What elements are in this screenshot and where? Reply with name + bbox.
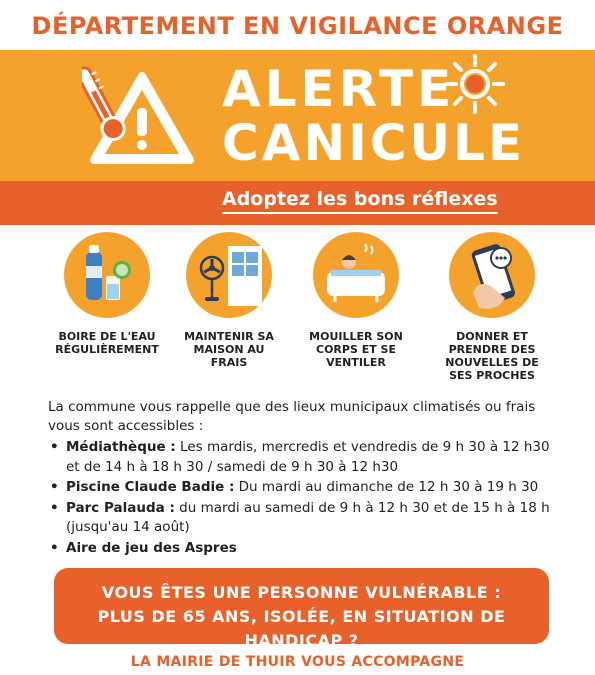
- tip-label-line: MAISON AU: [193, 343, 265, 356]
- tip-label-line: PRENDRE DES: [448, 343, 536, 356]
- tip-label: [296, 330, 416, 369]
- place-name: Parc Palauda :: [66, 499, 175, 516]
- tip-keep-home-cool: [169, 232, 289, 369]
- tip-label-line: FRAIS: [210, 356, 248, 369]
- sun-icon: [440, 52, 510, 116]
- list-item: [48, 539, 558, 559]
- tip-wet-body: [296, 232, 416, 369]
- subtitle: Adoptez les bons réflexes: [222, 188, 498, 214]
- places-list: [48, 438, 558, 559]
- intro-text: La commune vous rappelle que des lieux municipaux climatisés ou frais vous sont accessibles :: [48, 399, 536, 434]
- mairie-text: LA MAIRIE DE THUIR VOUS ACCOMPAGNE: [130, 654, 465, 670]
- place-name: Médiathèque :: [66, 439, 176, 455]
- alert-title-line2: CANICULE: [222, 114, 526, 172]
- tip-check-on-relatives: [432, 232, 552, 382]
- place-name: Piscine Claude Badie :: [66, 479, 235, 495]
- place-details: Les mardis, mercredis et vendredis de 9 h 30 à 12 h30 et de 14 h à 18 h 30 / samedi de 9 h 30 à 12 h30: [66, 439, 550, 475]
- bathtub-icon: [313, 232, 399, 318]
- water-bottle-icon: [64, 232, 150, 318]
- tip-label-line: MAINTENIR SA: [184, 330, 274, 343]
- place-name: Aire de jeu des Aspres: [66, 539, 237, 556]
- callout-line2: PLUS DE 65 ANS, ISOLÉE, EN SITUATION DE HANDICAP ?: [97, 607, 506, 650]
- tip-circle: [313, 232, 399, 318]
- tip-circle: [64, 232, 150, 318]
- place-details: du mardi au samedi de 9 h à 12 h 30 et de 15 h à 18 h (jusqu'au 14 août): [66, 499, 550, 535]
- alert-title-line1: ALERTE: [222, 60, 456, 118]
- tip-label: [47, 330, 167, 356]
- tip-drink-water: [47, 232, 167, 356]
- phone-message-icon: [449, 232, 535, 318]
- fan-window-icon: [186, 232, 272, 318]
- tip-label-line: RÉGULIÈREMENT: [55, 343, 159, 356]
- tip-label: [432, 330, 552, 382]
- tip-label-line: DONNER ET: [456, 330, 528, 343]
- tip-label: [169, 330, 289, 369]
- list-item: [48, 478, 558, 498]
- vulnerable-callout: [54, 568, 549, 650]
- tip-label-line: MOUILLER SON: [309, 330, 403, 343]
- callout-line1: VOUS ÊTES UNE PERSONNE VULNÉRABLE :: [101, 583, 502, 602]
- tips-row: [40, 232, 560, 382]
- place-details: Du mardi au dimanche de 12 h 30 à 19 h 30: [234, 479, 539, 495]
- tip-label-line: NOUVELLES DE: [445, 356, 539, 369]
- tip-circle: [186, 232, 272, 318]
- thermometer-warning-icon: [82, 58, 197, 166]
- tip-label-line: VENTILER: [326, 356, 386, 369]
- list-item: [48, 499, 558, 538]
- list-item: [48, 438, 558, 477]
- tip-label-line: SES PROCHES: [449, 369, 535, 382]
- tip-label-line: CORPS ET SE: [316, 343, 396, 356]
- vigilance-title: DÉPARTEMENT EN VIGILANCE ORANGE: [31, 12, 564, 40]
- tip-circle: [449, 232, 535, 318]
- tip-label-line: BOIRE DE L'EAU: [58, 330, 156, 343]
